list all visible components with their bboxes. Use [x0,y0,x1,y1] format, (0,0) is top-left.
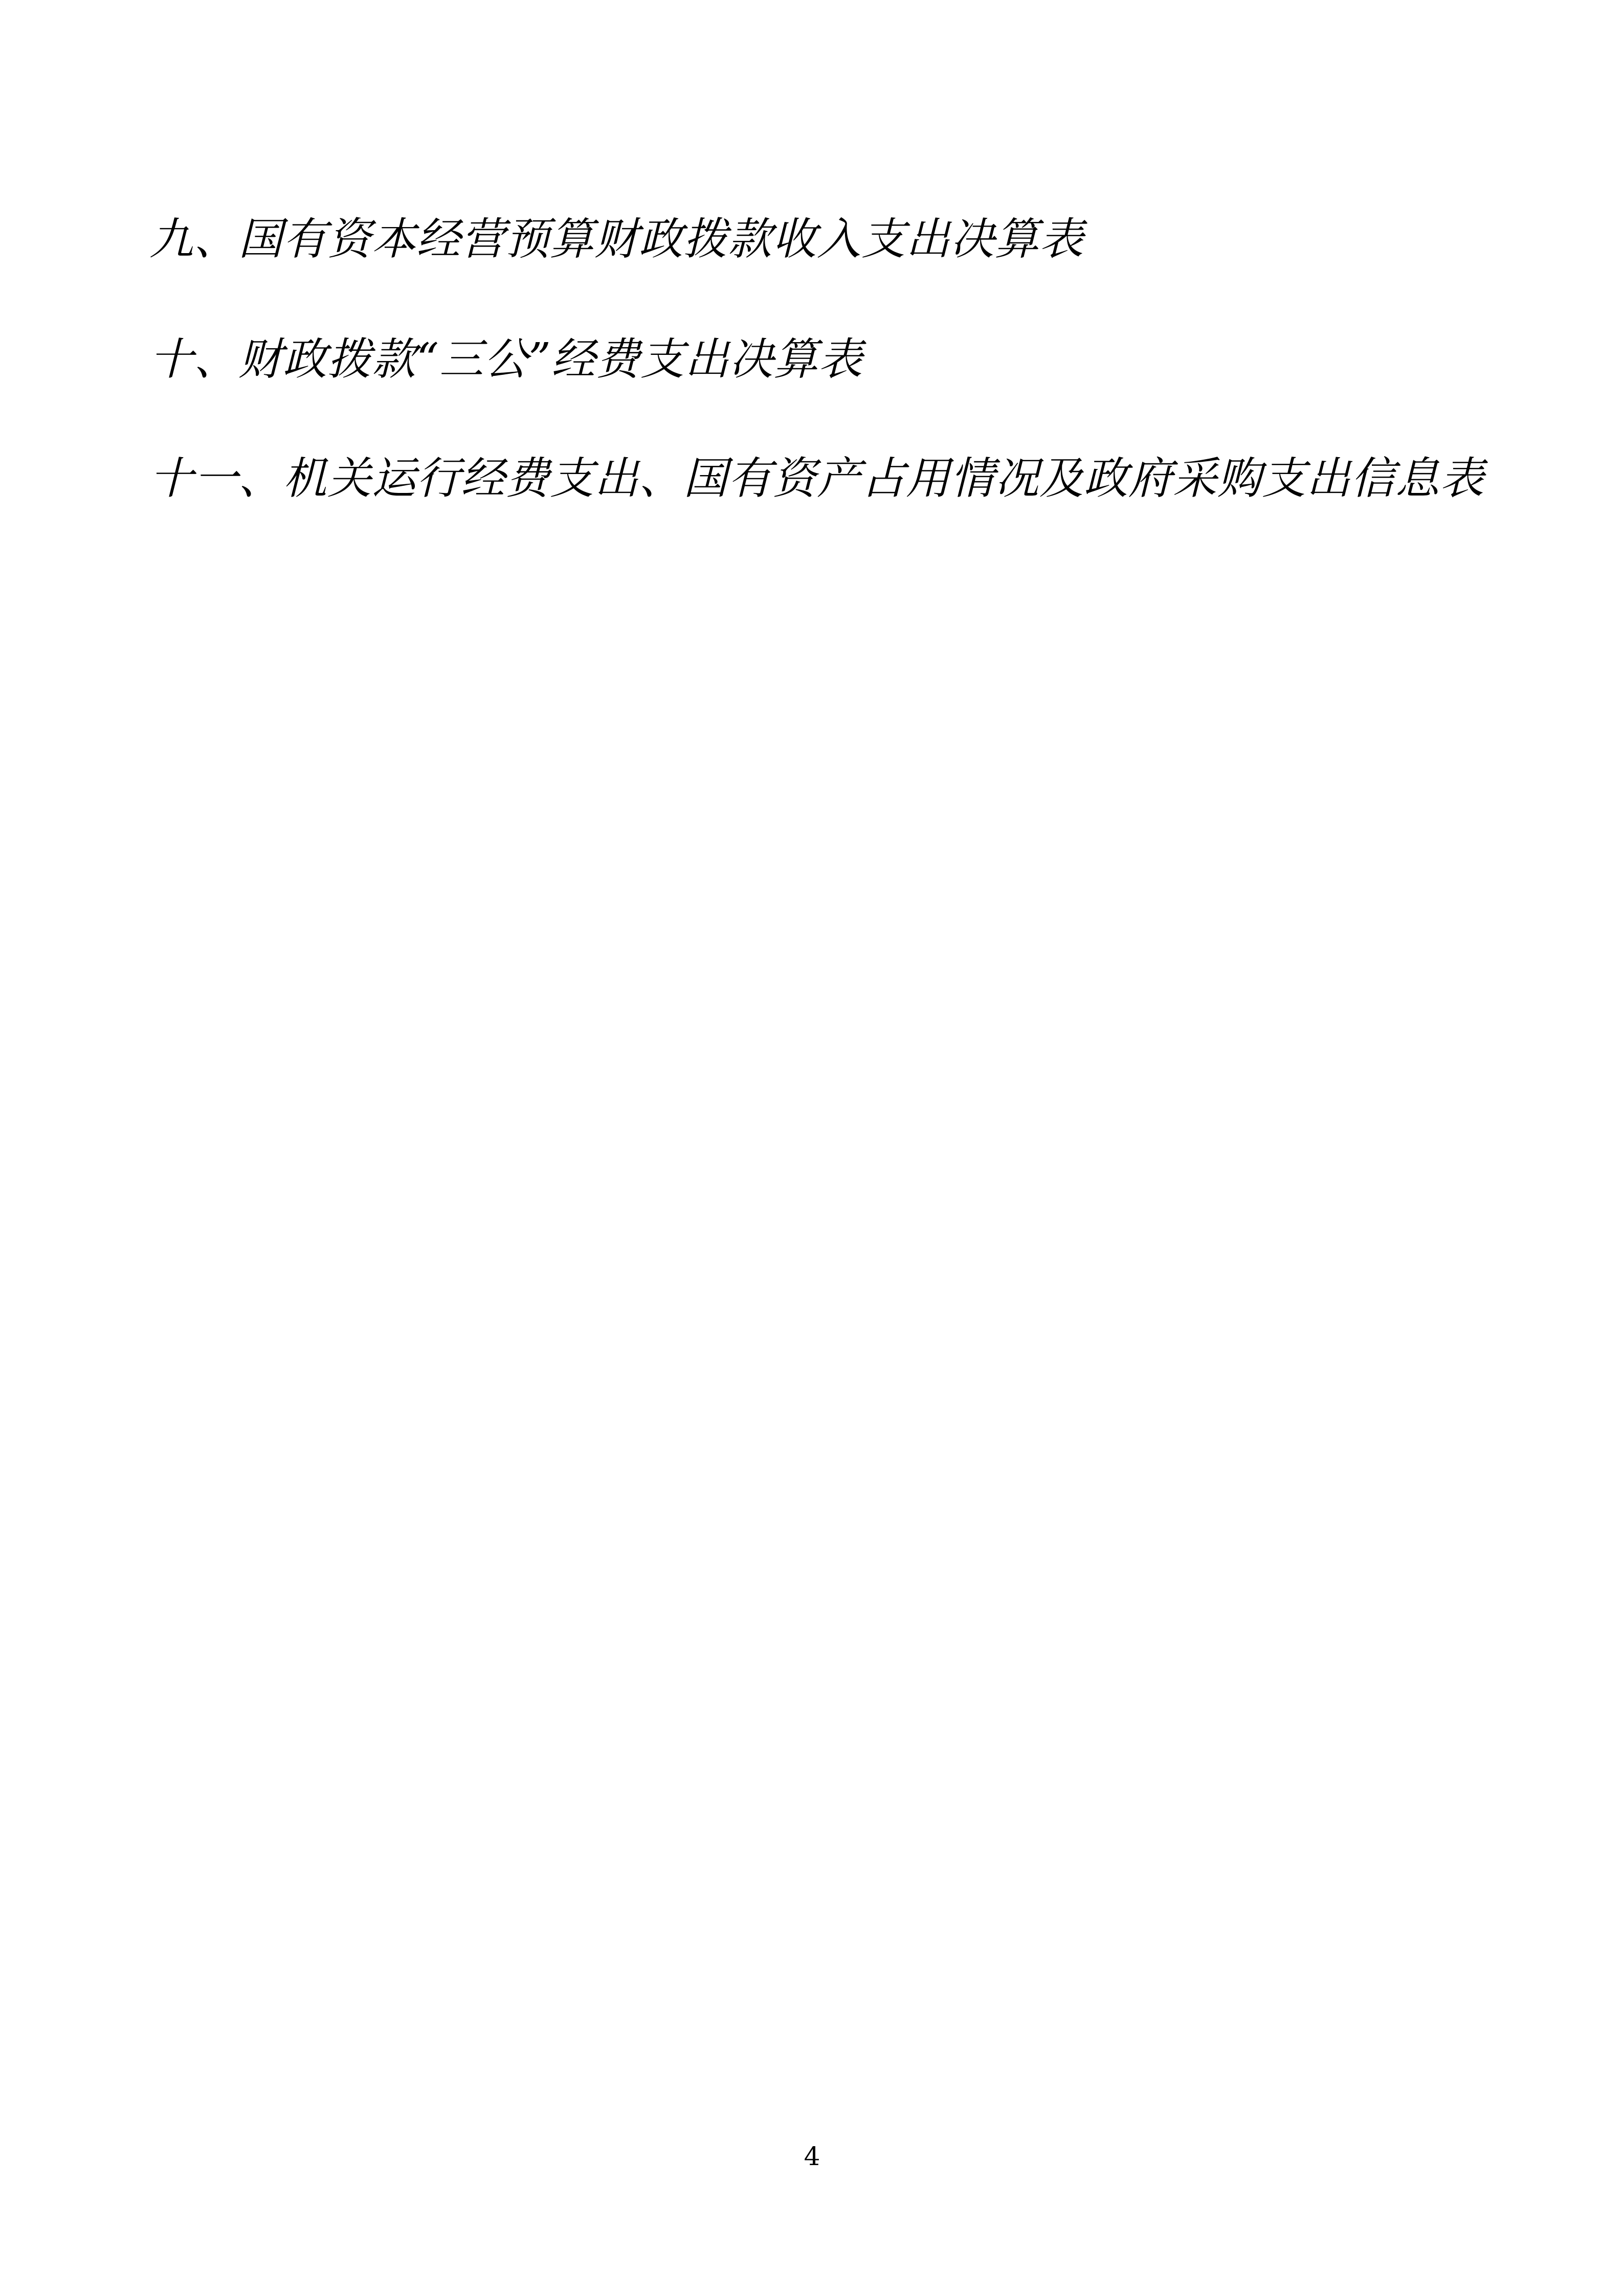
toc-item-10: 十、财政拨款“三公”经费支出决算表 [149,334,863,385]
toc-item-9: 九、国有资本经营预算财政拨款收入支出决算表 [149,214,1084,265]
page-number: 4 [804,2142,820,2171]
toc-item-11: 十一、机关运行经费支出、国有资产占用情况及政府采购支出信息表 [149,453,1484,504]
